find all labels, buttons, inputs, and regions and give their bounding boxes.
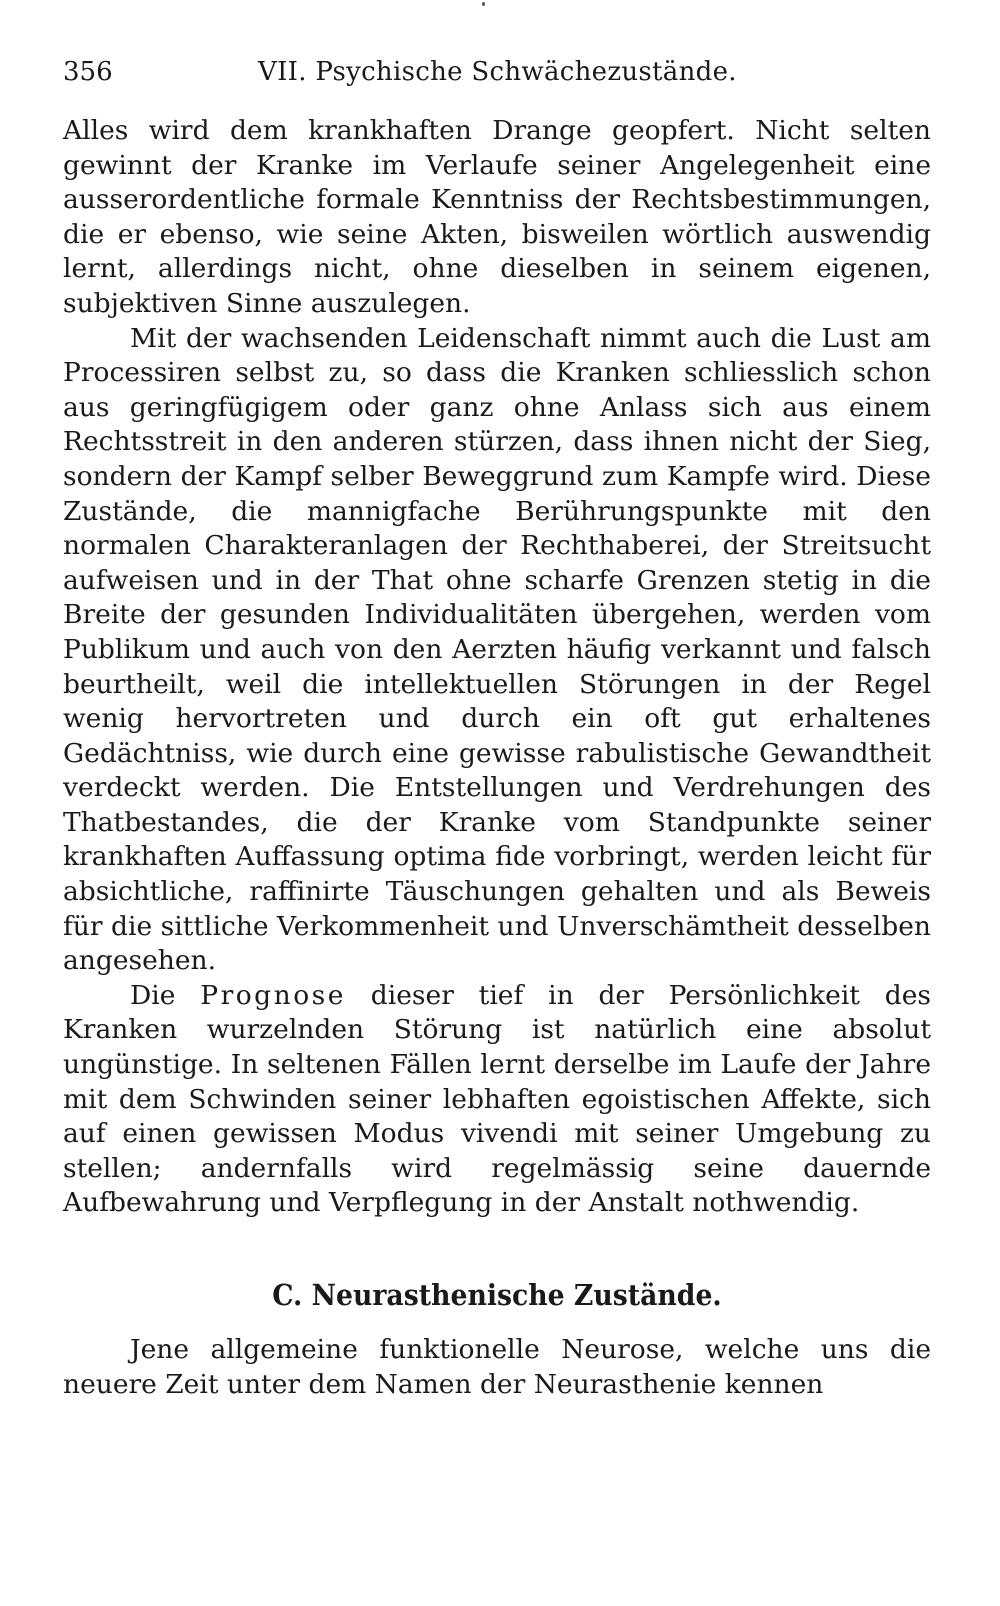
running-title: VII. Psychische Schwächezustände. [258, 57, 737, 87]
section-heading: C. Neurasthenische Zustände. [272, 1278, 722, 1312]
scan-speck [482, 2, 485, 6]
running-head [63, 52, 931, 92]
emphasis-prognose: Prognose [200, 979, 346, 1011]
section-first-paragraph: Jene allgemeine funktionelle Neurose, welche uns die neuere Zeit unter dem Namen der Neurasthenie kennen [63, 1334, 931, 1400]
paragraph-1: Alles wird dem krankhaften Drange geopfert. Nicht selten gewinnt der Kranke im Verlaufe seiner Angelegenheit eine ausserordentliche formale Kenntniss der Rechtsbestimmungen, die er ebenso, wie seine Akten, bisweilen wörtlich auswendig lernt, allerdings nicht, ohne dieselben in seinem eigenen, subjektiven Sinne auszulegen. [63, 115, 931, 319]
paragraph-3 [63, 979, 931, 1221]
page-number: 356 [63, 57, 113, 87]
paragraph-3-lead: Die [130, 979, 201, 1011]
body-text [63, 114, 931, 1221]
paragraph-2: Mit der wachsenden Leidenschaft nimmt auch die Lust am Processiren selbst zu, so dass die Kranken schliesslich schon aus geringfügigem oder ganz ohne Anlass sich aus einem Rechtsstreit in den anderen stürzen, dass ihnen nicht der Sieg, sondern der Kampf selber Beweggrund zum Kampfe wird. Diese Zustände, die mannigfache Berührungspunkte mit den normalen Charakteranlagen der Rechthaberei, der Streitsucht aufweisen und in der That ohne scharfe Grenzen stetig in die Breite der gesunden Individualitäten übergehen, werden vom Publikum und auch von den Aerzten häufig verkannt und falsch beurtheilt, weil die intellektuellen Störungen in der Regel wenig hervortreten und durch ein oft gut erhaltenes Gedächtniss, wie durch eine gewisse rabulistische Gewandtheit verdeckt werden. Die Entstellungen und Verdrehungen des Thatbestandes, die der Kranke vom Standpunkte seiner krankhaften Auffassung optima fide vorbringt, werden leicht für absichtliche, raffinirte Täuschungen gehalten und als Beweis für die sittliche Verkommenheit und Unverschämtheit desselben angesehen. [63, 322, 931, 977]
book-page [63, 52, 931, 1402]
paragraph-3-rest: dieser tief in der Persönlichkeit des Kranken wurzelnden Störung ist natürlich eine absolut ungünstige. In seltenen Fällen lernt derselbe im Laufe der Jahre mit dem Schwinden seiner lebhaften egoistischen Affekte, sich auf einen gewissen Modus vivendi mit seiner Umgebung zu stellen; andernfalls wird regelmässig seine dauernde Aufbewahrung und Verpflegung in der Anstalt nothwendig. [63, 979, 932, 1219]
section-body [63, 1333, 931, 1402]
